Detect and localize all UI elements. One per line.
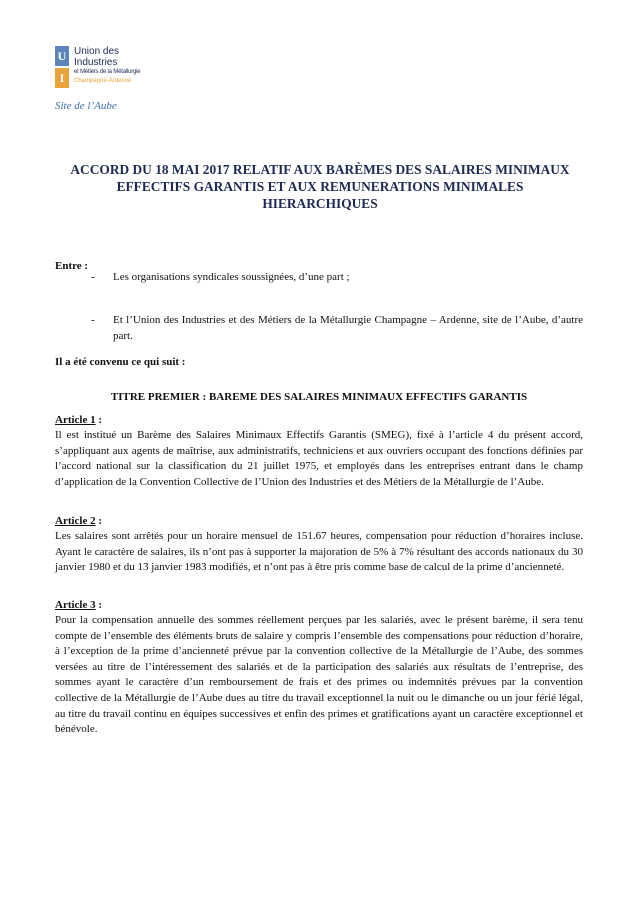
list-dash: - <box>91 271 95 283</box>
article-3-heading <box>55 598 102 614</box>
entre-label: Entre : <box>55 260 89 272</box>
logo-line3: et Métiers de la Métallurgie <box>74 69 141 75</box>
logo-line1: Union des <box>74 46 120 57</box>
article-2-label: Article 2 <box>55 515 96 527</box>
article-1-text: Il est institué un Barème des Salaires Minimaux Effectifs Garantis (SMEG), fixé à l’article 4 du présent accord, s’appliquant aux agents de maîtrise, aux administratifs, techniciens et aux ouvriers occupant des fonctions définies par l’accord national sur la classification du 21 juillet 1975, et employés dans les entreprises entrant dans le champ d’application de la Convention Collective de l’Union des Industries et des Métiers de la Métallurgie de l’Aube. <box>55 429 583 488</box>
titre-premier-heading: TITRE PREMIER : BAREME DES SALAIRES MINIMAUX EFFECTIFS GARANTIS <box>110 391 528 403</box>
article-3-colon: : <box>95 599 103 611</box>
article-1-label: Article 1 <box>55 414 96 426</box>
logo-line2: Industries <box>74 57 118 68</box>
party-item-1: Les organisations syndicales soussignées, d’une part ; <box>113 271 350 283</box>
logo-mark-u: U <box>55 46 69 66</box>
article-1-colon: : <box>95 414 103 426</box>
convenu-heading: Il a été convenu ce qui suit : <box>55 356 186 368</box>
logo-mark-i: I <box>55 68 69 88</box>
list-dash: - <box>91 314 95 326</box>
site-label: Site de l’Aube <box>55 100 117 112</box>
logo-mark-icon <box>55 46 69 88</box>
party-item-2: Et l’Union des Industries et des Métiers de la Métallurgie Champagne – Ardenne, site de l’Aube, d’autre part. <box>113 314 583 342</box>
document-title: ACCORD DU 18 MAI 2017 RELATIF AUX BARÈMES DES SALAIRES MINIMAUX EFFECTIFS GARANTIS ET AUX REMUNERATIONS MINIMALES HIERARCHIQUES <box>70 162 570 211</box>
article-2-colon: : <box>95 515 103 527</box>
article-1-heading <box>55 413 102 429</box>
article-2-text: Les salaires sont arrêtés pour un horaire mensuel de 151.67 heures, compensation pour réduction d’horaires incluse. Ayant le caractère de salaires, ils n’ont pas à supporter la majoration de 5% à 7% résultant des accords nationaux du 30 janvier 1980 et du 13 janvier 1983 modifiés, et n’ont pas à être pris comme base de calcul de la prime d’ancienneté. <box>55 530 583 574</box>
article-2-heading <box>55 514 102 530</box>
article-3-text: Pour la compensation annuelle des sommes réellement perçues par les salariés, avec le présent barème, il sera tenu compte de l’ensemble des éléments bruts de salaire y compris l’ensemble des compensations pour réduction d’horaire, à l’exception de la prime d’ancienneté prévue par la convention collective de la Métallurgie de l’Aube, des sommes versées au titre de l’intéressement des salariés et de la participation des salariés aux résultats de l’entreprise, des sommes ayant le caractère d’un remboursement de frais et des primes ou indemnités prévues par la convention collective de la Métallurgie de l’Aube dues au titre du travail exceptionnel la nuit ou le dimanche ou un jour férié légal, au titre du travail continu en équipes successives et enfin des primes et gratifications ayant un caractère exceptionnel et bénévole. <box>55 614 583 736</box>
logo-line4: Champagne-Ardenne <box>74 78 132 84</box>
logo-text <box>74 46 140 85</box>
article-3-label: Article 3 <box>55 599 96 611</box>
